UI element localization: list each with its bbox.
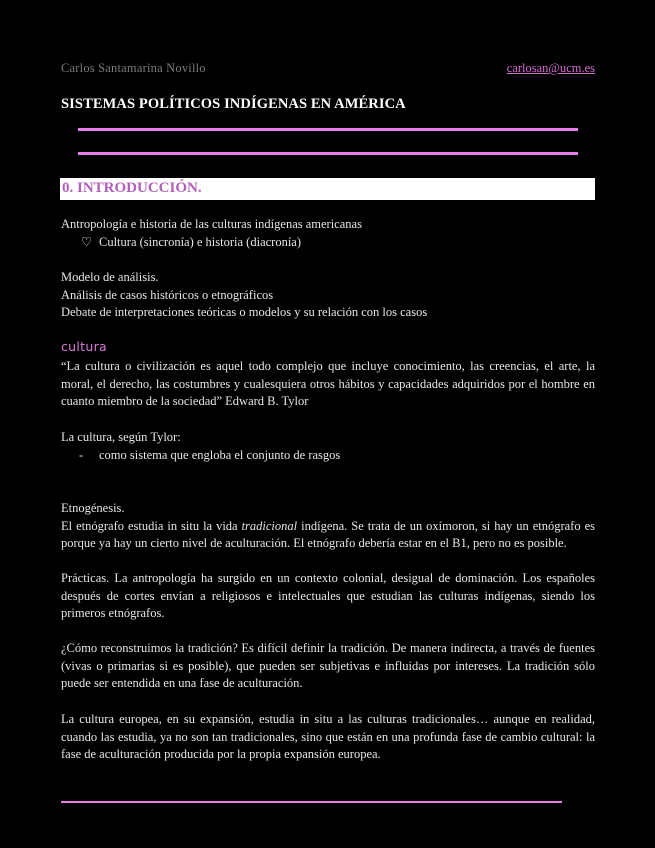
etnogenesis-paragraph bbox=[61, 518, 595, 553]
bottom-divider bbox=[61, 801, 562, 803]
model-block bbox=[61, 269, 595, 322]
tradicion-paragraph: ¿Cómo reconstruimos la tradición? Es difícil definir la tradición. De manera indirecta, a través de fuentes (vivas o primarias si es posible), que pueden ser subjetivas e influidas por intereses. La tradición sólo puede ser entendida en una fase de aculturación. bbox=[61, 641, 595, 691]
tylor-quote-block bbox=[61, 358, 595, 411]
model-line-1: Modelo de análisis. bbox=[61, 270, 159, 284]
heart-bullet-icon: ♡ bbox=[81, 234, 93, 249]
tylor-list-block bbox=[61, 429, 595, 464]
model-line-2: Análisis de casos históricos o etnográficos bbox=[61, 287, 274, 302]
intro-bullet-text: Cultura (sincronía) e historia (diacronía) bbox=[99, 234, 302, 249]
europea-paragraph: La cultura europea, en su expansión, estudia in situ a las culturas tradicionales… aunque en realidad, cuando las estudia, ya no son tan tradicionales, sino que están en una profunda fase de cambio cultural: la fase de aculturación producida por la propia expansión europea. bbox=[61, 712, 595, 762]
tylor-item-text: como sistema que engloba el conjunto de rasgos bbox=[99, 447, 341, 462]
model-line-3: Debate de interpretaciones teóricas o modelos y su relación con los casos bbox=[61, 305, 428, 320]
practicas-paragraph: Prácticas. La antropología ha surgido en un contexto colonial, desigual de dominación. Los españoles después de cortes envían a religiosos e intelectuales que estudian las culturas indígenas, siendo los primeros etnógrafos. bbox=[61, 571, 595, 621]
document-title: SISTEMAS POLÍTICOS INDÍGENAS EN AMÉRICA bbox=[61, 96, 406, 112]
title-divider-bottom bbox=[78, 152, 578, 155]
etnogenesis-block bbox=[61, 500, 595, 553]
etnogenesis-text-start: El etnógrafo estudia in situ la vida bbox=[61, 518, 242, 533]
dash-bullet: - bbox=[79, 447, 84, 462]
intro-block bbox=[61, 216, 595, 251]
cultura-heading: cultura bbox=[61, 339, 107, 354]
tylor-intro: La cultura, según Tylor: bbox=[61, 430, 181, 444]
page-header bbox=[61, 61, 595, 79]
etnogenesis-text-end: indígena. Se trata de un oxímoron, si hay un etnógrafo es porque ya hay un cierto nivel de aculturación. El etnógrafo debería estar en el B1, pero no es posible. bbox=[61, 518, 595, 551]
title-divider-top bbox=[78, 128, 578, 131]
etnogenesis-italic-word: tradicional bbox=[241, 518, 298, 533]
tradicion-block bbox=[61, 640, 595, 693]
intro-line: Antropología e historia de las culturas indígenas americanas bbox=[61, 217, 362, 231]
author-name: Carlos Santamarina Novillo bbox=[61, 61, 206, 75]
tylor-quote: “La cultura o civilización es aquel todo complejo que incluye conocimiento, las creencias, el arte, la moral, el derecho, las costumbres y cualesquiera otros hábitos y capacidades adquiridos por el hombre en cuanto miembro de la sociedad” Edward B. Tylor bbox=[61, 359, 595, 409]
section-title: 0. INTRODUCCIÓN. bbox=[62, 180, 202, 196]
tylor-list-item bbox=[61, 447, 595, 465]
intro-bullet-item bbox=[61, 234, 595, 252]
section-heading-bar bbox=[60, 178, 595, 200]
practicas-block bbox=[61, 570, 595, 623]
europea-block bbox=[61, 711, 595, 764]
etnogenesis-heading: Etnogénesis. bbox=[61, 501, 125, 515]
author-email-link[interactable]: carlosan@ucm.es bbox=[506, 61, 595, 75]
